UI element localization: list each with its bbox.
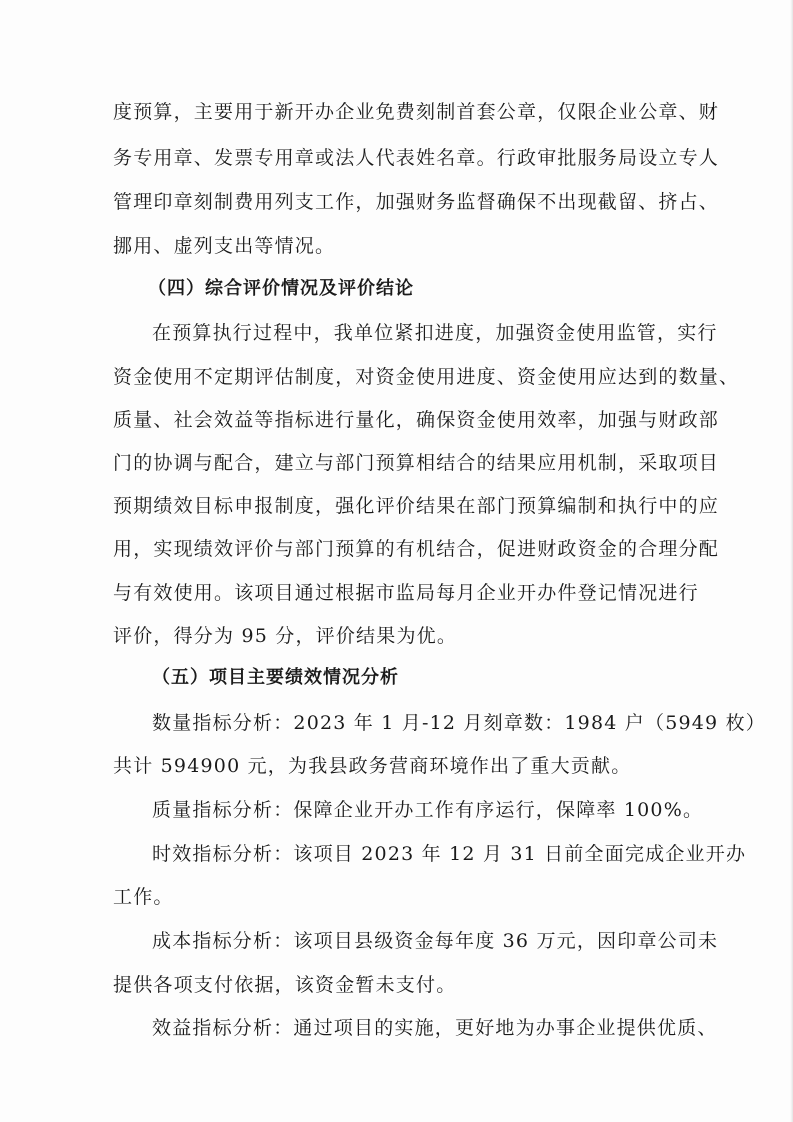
paragraph-line: 用，实现绩效评价与部门预算的有机结合，促进财政资金的合理分配 <box>113 538 720 560</box>
paragraph-line: 数量指标分析：2023 年 1 月-12 月刻章数：1984 户（5949 枚） <box>152 712 766 734</box>
paragraph-line: 质量指标分析：保障企业开办工作有序运行，保障率 100%。 <box>152 799 704 821</box>
paragraph-line: 效益指标分析：通过项目的实施，更好地为办事企业提供优质、 <box>152 1017 718 1039</box>
paragraph-line: 成本指标分析：该项目县级资金每年度 36 万元，因印章公司未 <box>152 930 719 952</box>
section-heading: （四）综合评价情况及评价结论 <box>148 278 414 299</box>
paragraph-line: 在预算执行过程中，我单位紧扣进度，加强资金使用监管，实行 <box>152 322 718 344</box>
paragraph-line: 时效指标分析：该项目 2023 年 12 月 31 日前全面完成企业开办 <box>152 843 747 865</box>
paragraph-line: 资金使用不定期评估制度，对资金使用进度、资金使用应达到的数量、 <box>113 366 740 388</box>
paragraph-line: 提供各项支付依据，该资金暂未支付。 <box>113 974 457 996</box>
paragraph-line: 度预算，主要用于新开办企业免费刻制首套公章，仅限企业公章、财 <box>113 101 720 123</box>
paragraph-line: 预期绩效目标申报制度，强化评价结果在部门预算编制和执行中的应 <box>113 495 720 517</box>
paragraph-line: 与有效使用。该项目通过根据市监局每月企业开办件登记情况进行 <box>113 582 699 604</box>
paragraph-line: 务专用章、发票专用章或法人代表姓名章。行政审批服务局设立专人 <box>113 147 720 169</box>
paragraph-line: 挪用、虚列支出等情况。 <box>113 235 336 257</box>
paragraph-line: 共计 594900 元，为我县政务营商环境作出了重大贡献。 <box>113 755 632 777</box>
paragraph-line: 质量、社会效益等指标进行量化，确保资金使用效率，加强与财政部 <box>113 409 720 431</box>
paragraph-line: 评价，得分为 95 分，评价结果为优。 <box>113 625 458 647</box>
paragraph-line: 工作。 <box>113 886 174 908</box>
paragraph-line: 门的协调与配合，建立与部门预算相结合的结果应用机制，采取项目 <box>113 452 720 474</box>
section-heading: （五）项目主要绩效情况分析 <box>152 667 399 688</box>
paragraph-line: 管理印章刻制费用列支工作，加强财务监督确保不出现截留、挤占、 <box>113 191 720 213</box>
